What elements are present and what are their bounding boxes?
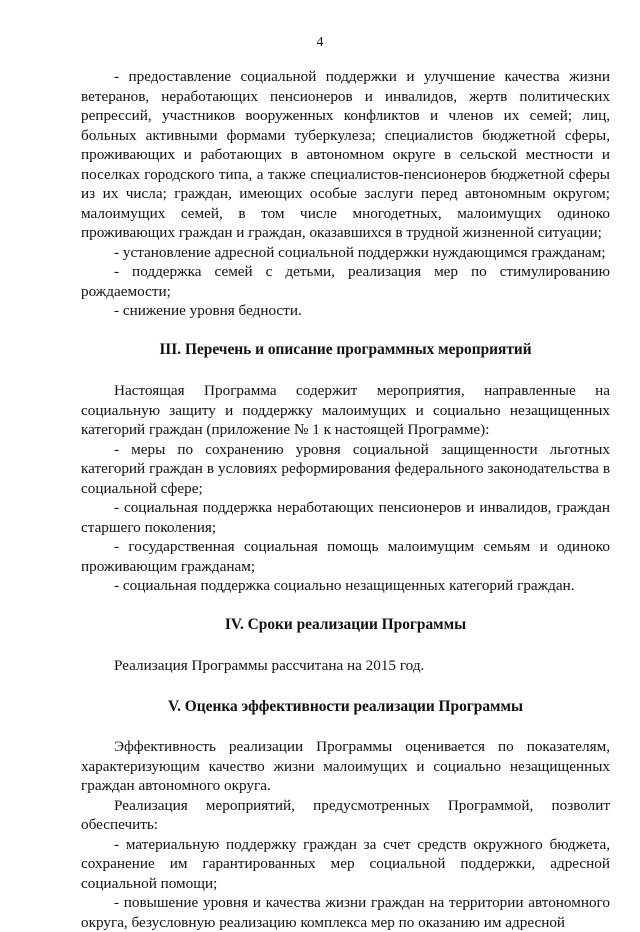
section4-text: Реализация Программы рассчитана на 2015 год. xyxy=(114,657,425,674)
list-item: - снижение уровня бедности. xyxy=(114,302,302,319)
list-item: - государственная социальная помощь малоимущим семьям и одиноко проживающим гражданам; xyxy=(81,538,610,575)
section5-para1: Эффективность реализации Программы оценивается по показателям, характеризующим качество жизни малоимущих и социально незащищенных граждан автономного округа. xyxy=(81,738,610,794)
section-heading-4: IV. Сроки реализации Программы xyxy=(224,615,467,633)
list-item: - материальную поддержку граждан за счет средств окружного бюджета, сохранение им гарантированных мер социальной поддержки, адресной социальной помощи; xyxy=(81,835,610,892)
list-item: - социальная поддержка социально незащищенных категорий граждан. xyxy=(114,577,575,594)
list-item: - установление адресной социальной поддержки нуждающимся гражданам; xyxy=(114,243,606,261)
section5-para2: Реализация мероприятий, предусмотренных Программой, позволит обеспечить: xyxy=(81,796,610,833)
list-item: - повышение уровня и качества жизни граждан на территории автономного округа, безусловную реализацию комплекса мер по оказанию им адресной xyxy=(81,894,610,931)
section-heading-3: III. Перечень и описание программных мероприятий xyxy=(159,340,532,358)
document-body xyxy=(81,67,610,932)
section3-intro: Настоящая Программа содержит мероприятия, направленные на социальную защиту и поддержку малоимущих и социально незащищенных категорий граждан (приложение № 1 к настоящей Программе): xyxy=(81,382,610,438)
list-item: - поддержка семей с детьми, реализация мер по стимулированию рождаемости; xyxy=(81,263,610,300)
list-item: - социальная поддержка неработающих пенсионеров и инвалидов, граждан старшего поколения; xyxy=(81,499,610,536)
section-heading-5: V. Оценка эффективности реализации Программы xyxy=(167,697,523,715)
page-number: 4 xyxy=(316,35,324,50)
list-item: - предоставление социальной поддержки и улучшение качества жизни ветеранов, неработающих пенсионеров и инвалидов, жертв политических репрессий, участников вооруженных конфликтов и членов их семей; лиц, больных активными формами туберкулеза; специалистов бюджетной сферы, проживающих и работающих в автономном округе в сельской местности и поселках городского типа, а также специалистов-пенсионеров бюджетной сферы из их числа; граждан, имеющих особые заслуги перед автономным округом; малоимущих семей, в том числе многодетных, малоимущих одиноко проживающих граждан и граждан, оказавшихся в трудной жизненной ситуации; xyxy=(81,68,610,241)
list-item: - меры по сохранению уровня социальной защищенности льготных категорий граждан в условиях реформирования федерального законодательства в социальной сфере; xyxy=(81,440,610,497)
